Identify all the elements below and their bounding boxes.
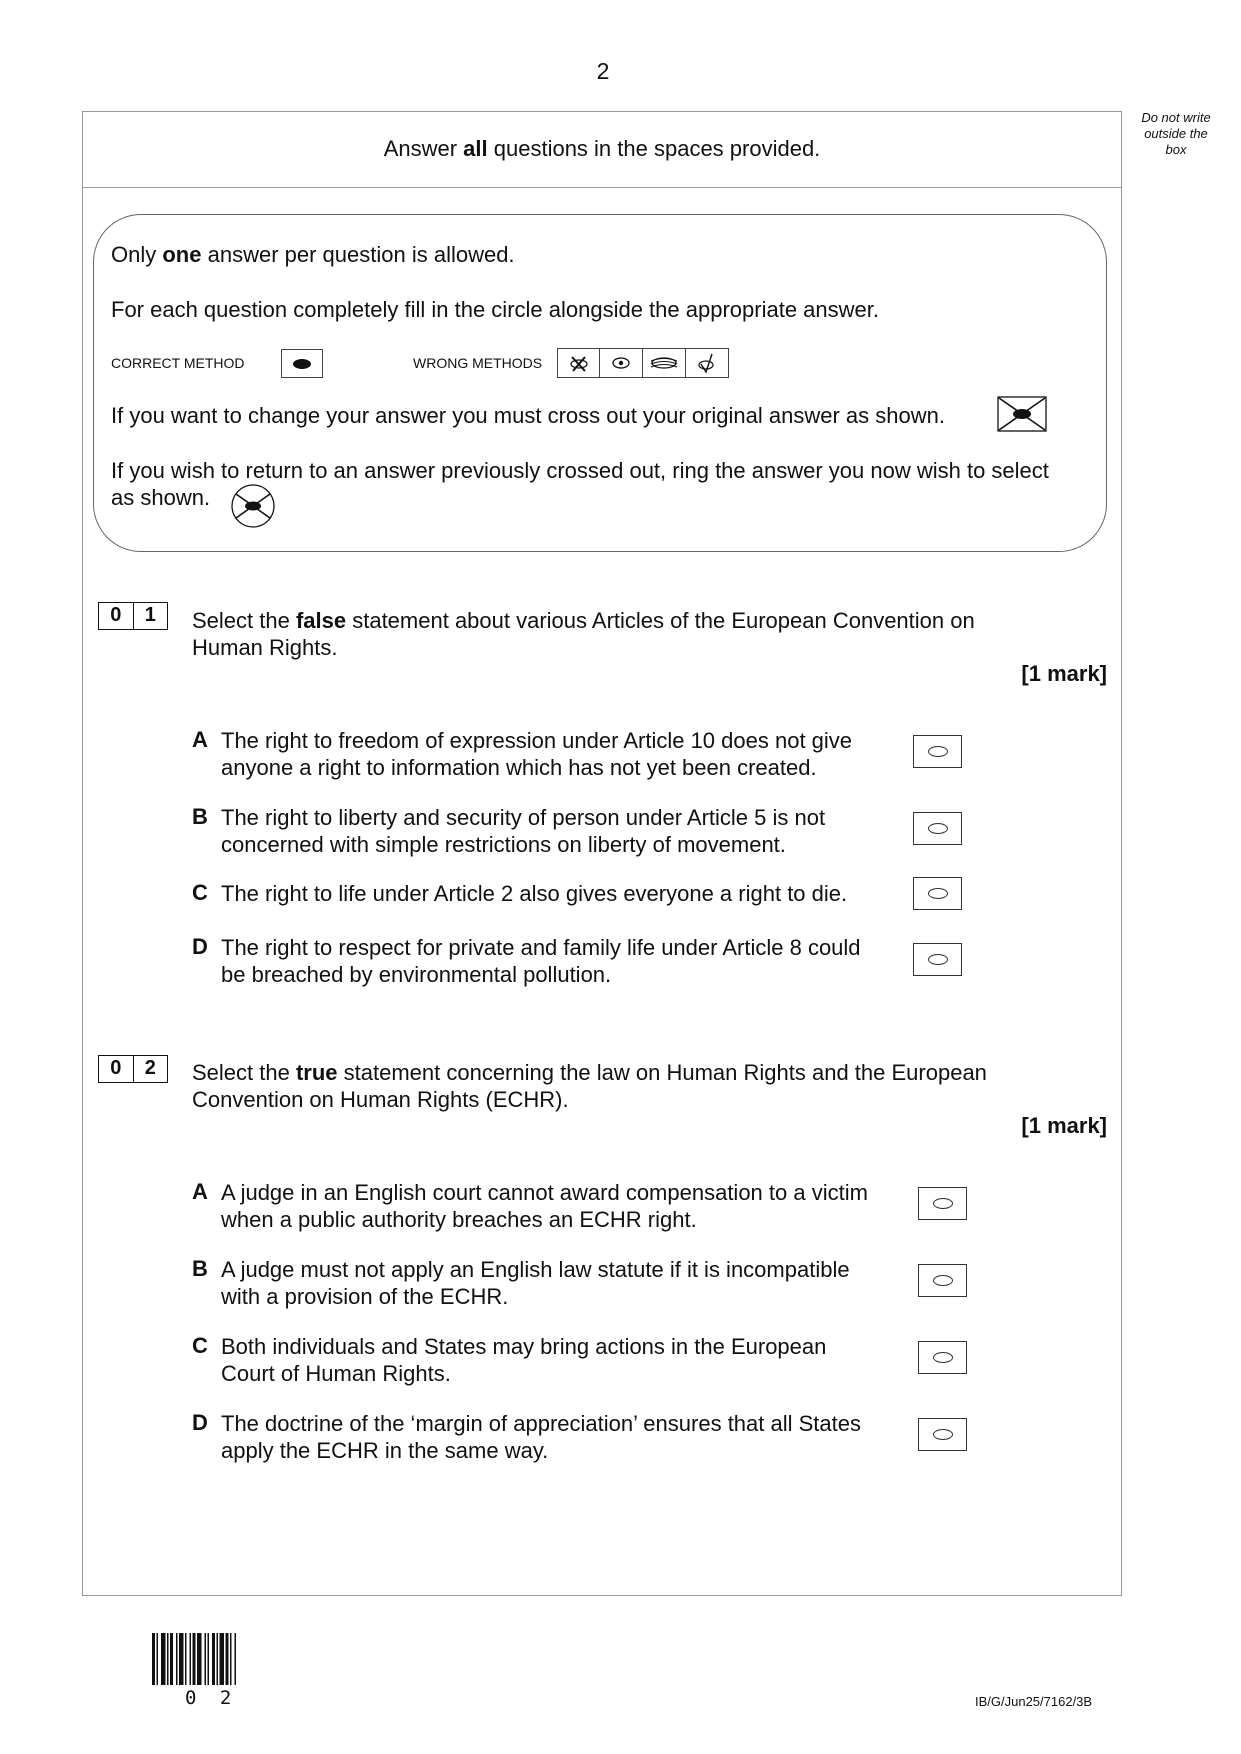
barcode [152, 1633, 264, 1694]
crossed-oval-icon [557, 348, 600, 378]
question-02-stem: Select the true statement concerning the law on Human Rights and the European Convention on Human Rights (ECHR). [192, 1060, 987, 1112]
wrong-methods-label: WRONG METHODS [413, 355, 543, 371]
scribbled-oval-icon [643, 348, 686, 378]
question-number-02: 0 2 [98, 1055, 168, 1083]
option-text: Both individuals and States may bring actions in the European Court of Human Rights. [221, 1334, 827, 1386]
option-text: A judge must not apply an English law statute if it is incompatible with a provision of the ECHR. [221, 1257, 850, 1309]
answer-oval-icon [933, 1429, 953, 1440]
option-text: The right to respect for private and family life under Article 8 could be breached by environmental pollution. [221, 935, 861, 987]
margin-note-line: box [1165, 142, 1187, 157]
header-divider [82, 187, 1122, 188]
margin-note [1125, 110, 1227, 158]
answer-option-q02-b[interactable] [918, 1264, 967, 1297]
ringed-answer-example-icon [226, 484, 280, 533]
dotted-oval-icon [600, 348, 643, 378]
answer-oval-icon [928, 823, 948, 834]
instruction-one-answer: Only one answer per question is allowed. [111, 242, 515, 267]
option-text: The right to freedom of expression under Article 10 does not give anyone a right to information which has not yet been created. [221, 728, 853, 780]
option-letter: C [192, 1333, 208, 1358]
margin-note-line: Do not write [1141, 110, 1211, 125]
option-text: The right to life under Article 2 also gives everyone a right to die. [221, 881, 848, 906]
answer-option-q02-a[interactable] [918, 1187, 967, 1220]
answer-oval-icon [928, 888, 948, 899]
cross-out-example-icon [997, 396, 1047, 437]
answer-option-q02-c[interactable] [918, 1341, 967, 1374]
option-letter: C [192, 880, 208, 905]
option-text: A judge in an English court cannot award compensation to a victim when a public authority breaches an ECHR right. [221, 1180, 868, 1232]
answer-option-q01-b[interactable] [913, 812, 962, 845]
page-number: 2 [596, 58, 610, 84]
option-letter: D [192, 1410, 208, 1435]
answer-option-q01-a[interactable] [913, 735, 962, 768]
page-instruction-header: Answer all questions in the spaces provided. [383, 136, 821, 161]
question-01-stem: Select the false statement about various Articles of the European Convention on Human Rights. [192, 608, 975, 660]
option-letter: A [192, 727, 208, 752]
instruction-fill-circle: For each question completely fill in the circle alongside the appropriate answer. [111, 297, 879, 322]
question-01-marks: [1 mark] [1021, 661, 1107, 686]
instruction-return-answer-cont: as shown. [111, 485, 211, 510]
option-letter: D [192, 934, 208, 959]
instruction-change-answer: If you want to change your answer you must cross out your original answer as shown. [111, 403, 945, 428]
answer-option-q01-d[interactable] [913, 943, 962, 976]
wrong-methods-examples [557, 348, 729, 378]
option-letter: A [192, 1179, 208, 1204]
question-number-01: 0 1 [98, 602, 168, 630]
answer-option-q01-c[interactable] [913, 877, 962, 910]
option-text: The doctrine of the ‘margin of appreciation’ ensures that all States apply the ECHR in the same way. [221, 1411, 861, 1463]
filled-oval-icon [291, 358, 313, 370]
barcode-number: 0 2 [185, 1687, 238, 1709]
option-letter: B [192, 804, 208, 829]
correct-method-label: CORRECT METHOD [111, 355, 245, 371]
paper-reference-code: IB/G/Jun25/7162/3B [975, 1694, 1093, 1709]
option-text: The right to liberty and security of person under Article 5 is not concerned with simple restrictions on liberty of movement. [221, 805, 826, 857]
correct-method-example [281, 349, 323, 378]
answer-option-q02-d[interactable] [918, 1418, 967, 1451]
margin-note-line: outside the [1144, 126, 1208, 141]
answer-oval-icon [933, 1275, 953, 1286]
answer-oval-icon [928, 954, 948, 965]
question-02-marks: [1 mark] [1021, 1113, 1107, 1138]
option-letter: B [192, 1256, 208, 1281]
answer-oval-icon [928, 746, 948, 757]
ticked-oval-icon [686, 348, 729, 378]
instruction-return-answer: If you wish to return to an answer previously crossed out, ring the answer you now wish to select [111, 458, 1049, 483]
answer-oval-icon [933, 1198, 953, 1209]
answer-oval-icon [933, 1352, 953, 1363]
